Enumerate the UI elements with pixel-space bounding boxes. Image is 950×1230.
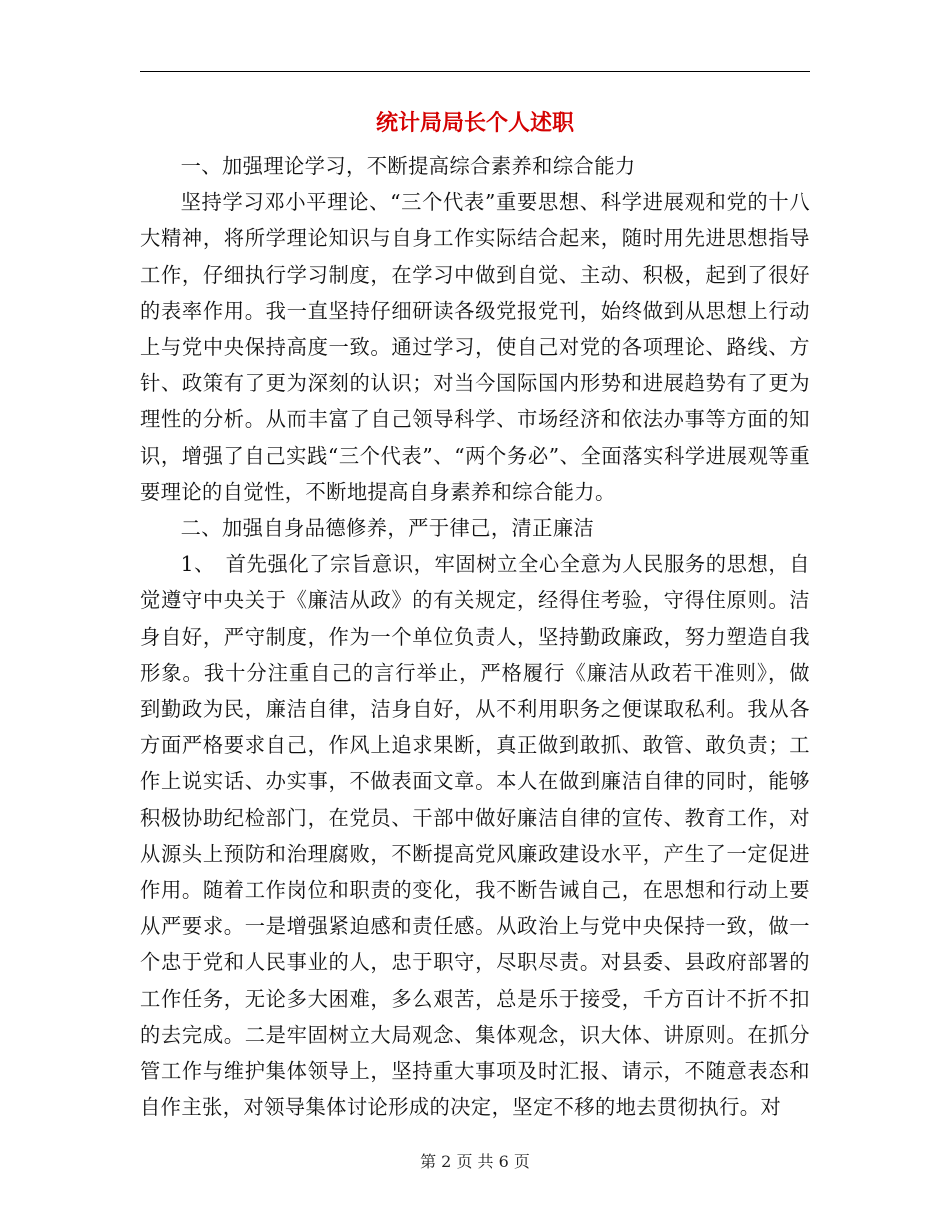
section-heading-1: 一、加强理论学习，不断提高综合素养和综合能力 (180, 154, 636, 178)
header-rule (140, 71, 810, 72)
body-paragraph-1: 坚持学习邓小平理论、“三个代表”重要思想、科学进展观和党的十八大精神，将所学理论知识与自身工作实际结合起来，随时用先进思想指导工作，仔细执行学习制度，在学习中做到自觉、主动、积极，起到了很好的表率作用。我一直坚持仔细研读各级党报党刊，始终做到从思想上行动上与党中央保持高度一致。通过学习，使自己对党的各项理论、路线、方针、政策有了更为深刻的认识；对当今国际国内形势和进展趋势有了更为理性的分析。从而丰富了自己领导科学、市场经济和依法办事等方面的知识，增强了自己实践“三个代表”、“两个务必”、全面落实科学进展观等重要理论的自觉性，不断地提高自身素养和综合能力。 (140, 190, 810, 504)
page-footer: 第 2 页 共 6 页 (420, 1152, 530, 1171)
document-body (140, 148, 810, 1125)
section-heading-2: 二、加强自身品德修养，严于律己，清正廉洁 (180, 516, 595, 541)
document-title: 统计局局长个人述职 (375, 111, 574, 136)
body-paragraph-2: 1、 首先强化了宗旨意识，牢固树立全心全意为人民服务的思想，自觉遵守中央关于《廉洁从政》的有关规定，经得住考验，守得住原则。洁身自好，严守制度，作为一个单位负责人，坚持勤政廉政，努力塑造自我形象。我十分注重自己的言行举止，严格履行《廉洁从政若干准则》，做到勤政为民，廉洁自律，洁身自好，从不利用职务之便谋取私利。我从各方面严格要求自己，作风上追求果断，真正做到敢抓、敢管、敢负责；工作上说实话、办实事，不做表面文章。本人在做到廉洁自律的同时，能够积极协助纪检部门，在党员、干部中做好廉洁自律的宣传、教育工作，对从源头上预防和治理腐败，不断提高党风廉政建设水平，产生了一定促进作用。随着工作岗位和职责的变化，我不断告诫自己，在思想和行动上要从严要求。一是增强紧迫感和责任感。从政治上与党中央保持一致，做一个忠于党和人民事业的人，忠于职守，尽职尽责。对县委、县政府部署的工作任务，无论多大困难，多么艰苦，总是乐于接受，千方百计不折不扣的去完成。二是牢固树立大局观念、集体观念，识大体、讲原则。在抓分管工作与维护集体领导上，坚持重大事项及时汇报、请示，不随意表态和自作主张，对领导集体讨论形成的决定，坚定不移的地去贯彻执行。对 (140, 552, 810, 1120)
